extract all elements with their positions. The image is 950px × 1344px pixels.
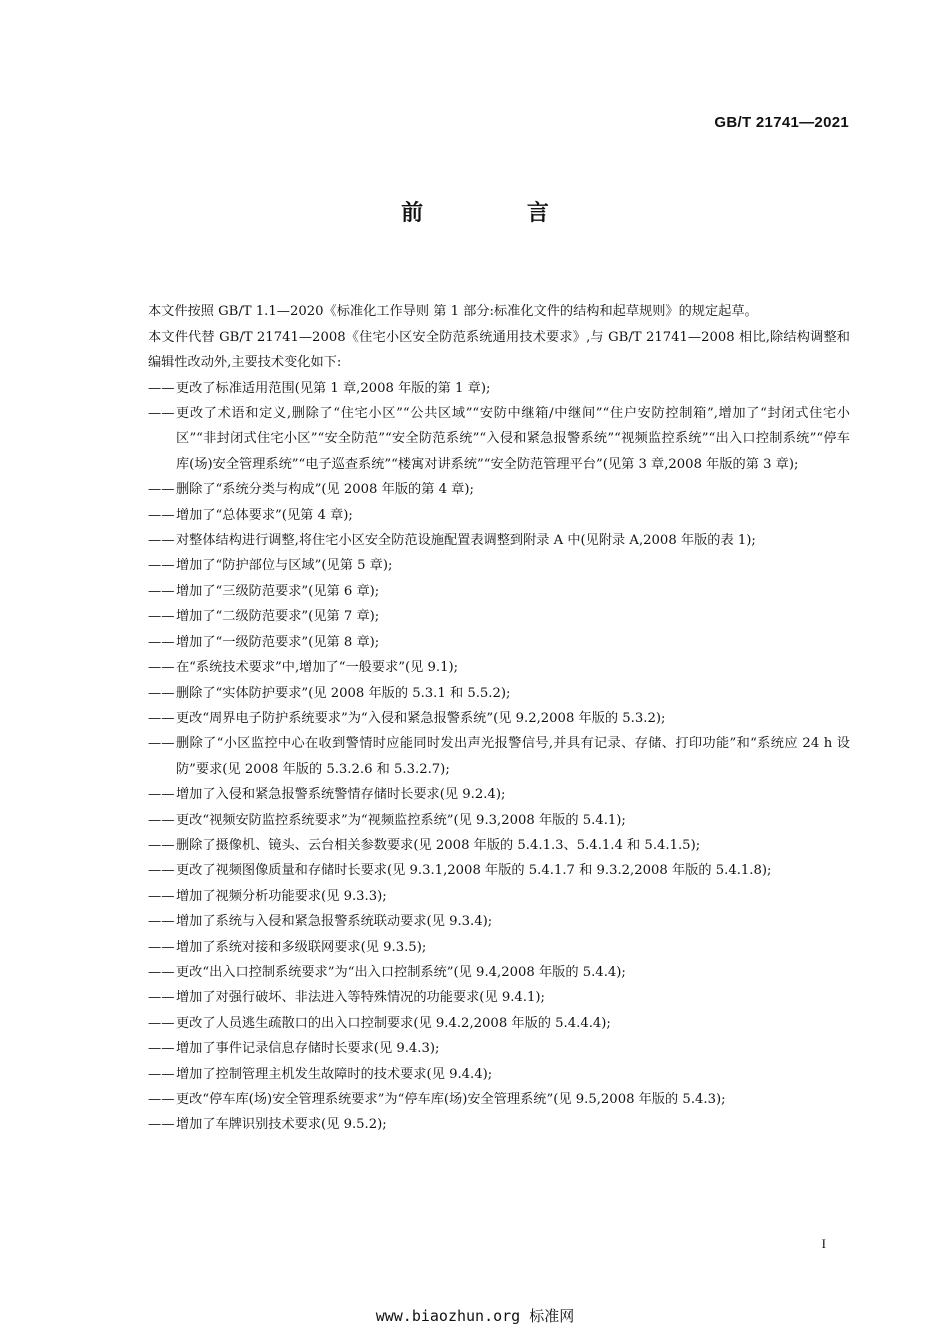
list-item [148, 960, 850, 985]
list-item-text: 增加了“总体要求”(见第 4 章); [176, 507, 353, 523]
list-item-text: 增加了“防护部位与区域”(见第 5 章); [176, 558, 393, 574]
list-item-text: 更改“周界电子防护系统要求”为“入侵和紧急报警系统”(见 9.2,2008 年版的 5.3.2); [176, 710, 666, 726]
paragraph-text: 本文件按照 GB/T 1.1—2020《标准化工作导则 第 1 部分:标准化文件的结构和起草规则》的规定起草。 [148, 304, 758, 320]
list-item-text: 更改“停车库(场)安全管理系统要求”为“停车库(场)安全管理系统”(见 9.5,2008 年版的 5.4.3); [176, 1092, 726, 1107]
list-item [148, 1011, 850, 1036]
list-dash: —— [148, 685, 175, 701]
list-dash: —— [148, 914, 175, 930]
list-dash: —— [148, 583, 175, 599]
list-item [148, 1112, 850, 1137]
change-list [148, 376, 850, 1138]
list-dash: —— [148, 736, 175, 752]
list-dash: —— [148, 660, 175, 676]
footer-site-name: 标准网 [529, 1307, 575, 1325]
list-item [148, 1087, 850, 1112]
list-dash: —— [148, 939, 175, 955]
list-dash: —— [148, 710, 175, 726]
list-dash: —— [148, 837, 175, 853]
list-item [148, 833, 850, 858]
list-item [148, 1062, 850, 1087]
list-dash: —— [148, 863, 175, 879]
list-item-text: 更改“视频安防监控系统要求”为“视频监控系统”(见 9.3,2008 年版的 5.4.1); [176, 812, 626, 828]
list-item-text: 增加了事件记录信息存储时长要求(见 9.4.3); [176, 1041, 440, 1057]
list-item [148, 1036, 850, 1061]
paragraph [148, 325, 850, 376]
list-dash: —— [148, 1092, 175, 1107]
list-item-text: 更改“出入口控制系统要求”为“出入口控制系统”(见 9.4,2008 年版的 5.4.4); [176, 964, 626, 980]
list-dash: —— [148, 812, 175, 828]
list-item [148, 706, 850, 731]
list-item [148, 477, 850, 502]
list-item-text: 增加了车牌识别技术要求(见 9.5.2); [176, 1117, 387, 1133]
list-item-text: 在“系统技术要求”中,增加了“一般要求”(见 9.1); [176, 660, 459, 676]
list-item-text: 增加了“一级防范要求”(见第 8 章); [176, 634, 380, 650]
page-number: I [821, 1236, 826, 1251]
list-item [148, 528, 850, 553]
list-item [148, 858, 850, 883]
list-dash: —— [148, 1015, 175, 1031]
list-item [148, 909, 850, 934]
list-item [148, 681, 850, 706]
list-item-text: 增加了系统与入侵和紧急报警系统联动要求(见 9.3.4); [176, 914, 493, 930]
list-item-text: 增加了“三级防范要求”(见第 6 章); [176, 583, 380, 599]
standard-number: GB/T 21741—2021 [714, 114, 849, 131]
list-item [148, 630, 850, 655]
list-item-text: 删除了“系统分类与构成”(见 2008 年版的第 4 章); [176, 482, 474, 498]
list-dash: —— [148, 888, 175, 904]
list-item-text: 更改了视频图像质量和存储时长要求(见 9.3.1,2008 年版的 5.4.1.7 和 9.3.2,2008 年版的 5.4.1.8); [176, 863, 772, 879]
paragraph [148, 274, 850, 325]
list-item-text: 增加了视频分析功能要求(见 9.3.3); [176, 888, 387, 904]
list-item [148, 782, 850, 807]
list-item [148, 503, 850, 528]
list-item [148, 985, 850, 1010]
paragraph-text: 本文件代替 GB/T 21741—2008《住宅小区安全防范系统通用技术要求》,与 GB/T 21741—2008 相比,除结构调整和编辑性改动外,主要技术变化如下: [148, 329, 850, 371]
list-item [148, 401, 850, 477]
list-dash: —— [148, 634, 175, 650]
list-item-text: 增加了控制管理主机发生故障时的技术要求(见 9.4.4); [176, 1066, 493, 1082]
list-item [148, 604, 850, 629]
list-dash: —— [148, 533, 175, 549]
list-item-text: 删除了摄像机、镜头、云台相关参数要求(见 2008 年版的 5.4.1.3、5.4.1.4 和 5.4.1.5); [176, 837, 701, 853]
list-item-text: 增加了入侵和紧急报警系统警情存储时长要求(见 9.2.4); [176, 787, 506, 803]
list-item-text: 更改了标准适用范围(见第 1 章,2008 年版的第 1 章); [176, 380, 491, 396]
list-dash: —— [148, 1117, 175, 1133]
list-item-text: 删除了“小区监控中心在收到警情时应能同时发出声光报警信号,并具有记录、存储、打印功能”和“系统应 24 h 设防”要求(见 2008 年版的 5.3.2.6 和 5.3.2.7); [176, 736, 850, 777]
list-item [148, 655, 850, 680]
list-item-text: 删除了“实体防护要求”(见 2008 年版的 5.3.1 和 5.5.2); [176, 685, 511, 701]
list-dash: —— [148, 609, 175, 625]
list-dash: —— [148, 558, 175, 574]
list-dash: —— [148, 482, 175, 498]
footer [0, 1305, 950, 1326]
list-item-text: 增加了对强行破坏、非法进入等特殊情况的功能要求(见 9.4.1); [176, 990, 545, 1006]
list-item-text: 更改了人员逃生疏散口的出入口控制要求(见 9.4.2,2008 年版的 5.4.4.4); [176, 1015, 611, 1031]
list-item [148, 553, 850, 578]
list-item [148, 884, 850, 909]
list-dash: —— [148, 406, 175, 422]
list-item-text: 增加了系统对接和多级联网要求(见 9.3.5); [176, 939, 427, 955]
list-item [148, 579, 850, 604]
footer-url: www.biaozhun.org [375, 1307, 521, 1325]
list-item [148, 935, 850, 960]
list-dash: —— [148, 964, 175, 980]
list-dash: —— [148, 1041, 175, 1057]
list-item-text: 增加了“二级防范要求”(见第 7 章); [176, 609, 380, 625]
list-item [148, 376, 850, 401]
list-dash: —— [148, 1066, 175, 1082]
page-title: 前 言 [401, 201, 597, 226]
list-dash: —— [148, 990, 175, 1006]
list-dash: —— [148, 380, 175, 396]
list-dash: —— [148, 787, 175, 803]
list-item [148, 808, 850, 833]
list-item [148, 731, 850, 782]
list-dash: —— [148, 507, 175, 523]
document-body [148, 274, 850, 1138]
list-item-text: 对整体结构进行调整,将住宅小区安全防范设施配置表调整到附录 A 中(见附录 A,2008 年版的表 1); [176, 533, 756, 549]
list-item-text: 更改了术语和定义,删除了“住宅小区”“公共区域”“安防中继箱/中继间”“住户安防控制箱”,增加了“封闭式住宅小区”“非封闭式住宅小区”“安全防范”“安全防范系统”“入侵和紧急报警系统”“视频监控系统”“出入口控制系统”“停车库(场)安全管理系统”“电子巡查系统”“楼寓对讲系统”“安全防范管理平台”(见第 3 章,2008 年版的第 3 章); [176, 406, 850, 472]
